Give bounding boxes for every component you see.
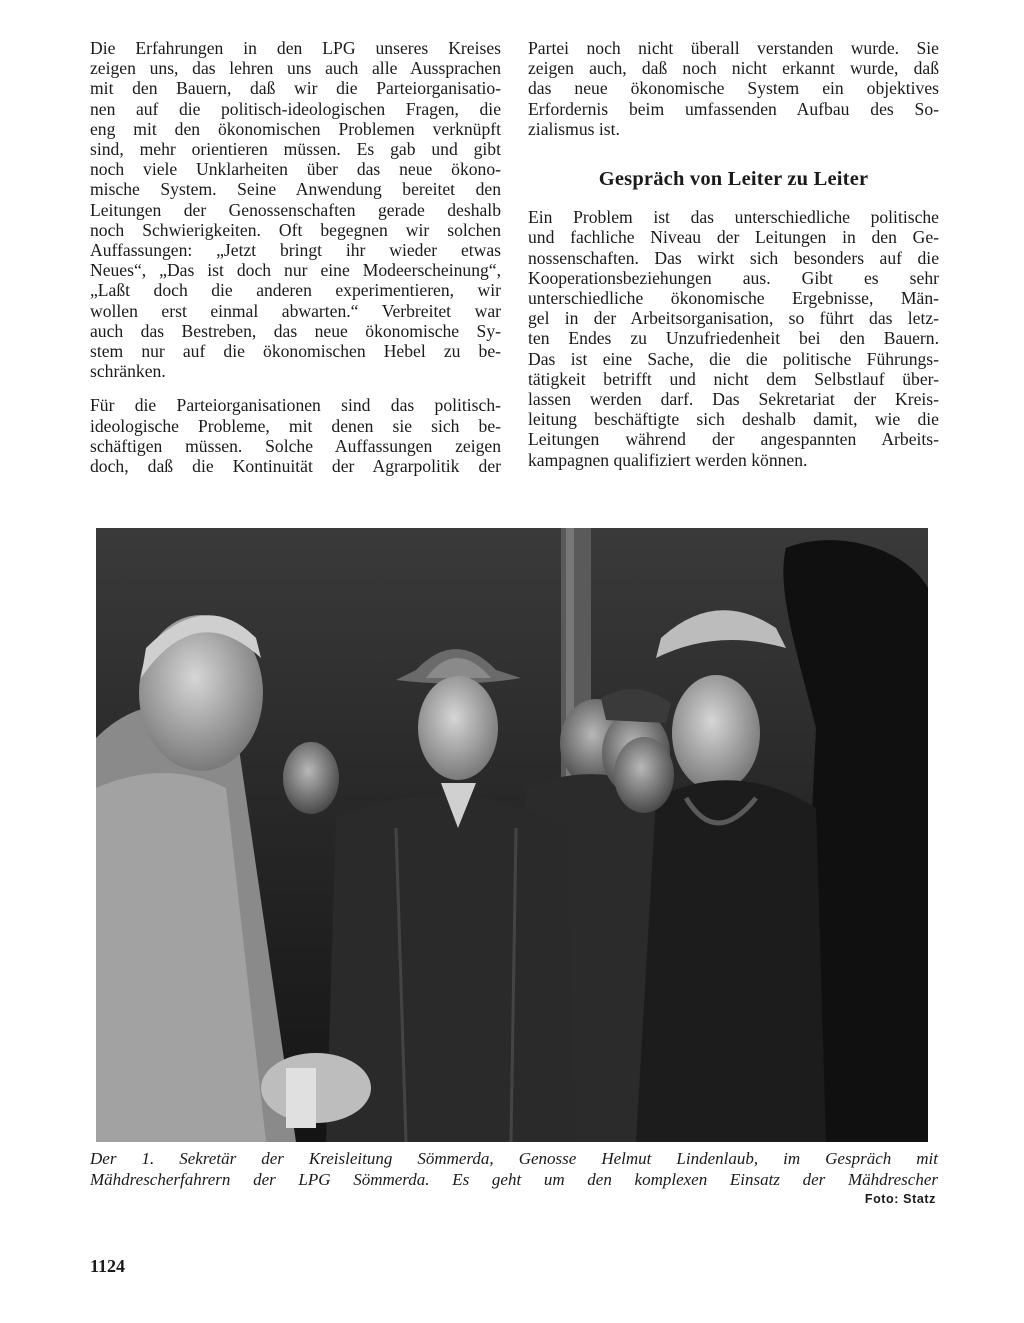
text-line: ten Endes zu Unzufriedenheit bei den Bauern. xyxy=(528,328,939,349)
text-line: Für die Parteiorganisationen sind das politisch- xyxy=(90,395,501,416)
text-line: nen auf die politisch-ideologischen Fragen, die xyxy=(90,98,501,119)
photograph-illustration xyxy=(96,528,928,1142)
text-line: mit den Bauern, daß wir die Parteiorganisatio- xyxy=(90,78,501,99)
left-column xyxy=(90,38,501,476)
text-line: noch Schwierigkeiten. Oft begegnen wir solchen xyxy=(90,219,501,240)
right-paragraph-1 xyxy=(528,38,939,139)
text-line: eng mit den ökonomischen Problemen verknüpft xyxy=(90,118,501,139)
text-line: Ein Problem ist das unterschiedliche politische xyxy=(528,207,939,228)
text-line: zeigen uns, das lehren uns auch alle Aussprachen xyxy=(90,58,501,79)
text-line: Leitungen der Genossenschaften gerade deshalb xyxy=(90,199,501,220)
text-line: gel in der Arbeitsorganisation, so führt das letz- xyxy=(528,308,939,329)
text-line: Partei noch nicht überall verstanden wurde. Sie xyxy=(528,38,939,58)
text-line: mische System. Seine Anwendung bereitet den xyxy=(90,179,501,200)
text-line: sind, mehr orientieren müssen. Es gab und gibt xyxy=(90,139,501,160)
text-line: „Laßt doch die anderen experimentieren, wir xyxy=(90,280,501,301)
text-line: Auffassungen: „Jetzt bringt ihr wieder etwas xyxy=(90,240,501,261)
text-line: ideologische Probleme, mit denen sie sich be- xyxy=(90,415,501,436)
text-line: schränken. xyxy=(90,361,166,382)
right-paragraph-2 xyxy=(528,207,939,470)
left-paragraph-2 xyxy=(90,395,501,476)
text-line: zeigen auch, daß noch nicht erkannt wurde, daß xyxy=(528,58,939,79)
text-line: Die Erfahrungen in den LPG unseres Kreises xyxy=(90,38,501,58)
page-number: 1124 xyxy=(90,1256,126,1276)
text-line: Leitungen während der angespannten Arbeits- xyxy=(528,429,939,450)
text-line: Das ist eine Sache, die die politische Führungs- xyxy=(528,348,939,369)
text-line: unterschiedliche ökonomische Ergebnisse, Män- xyxy=(528,288,939,309)
text-line: Erfordernis beim umfassenden Aufbau des So- xyxy=(528,98,939,119)
text-line: schäftigen müssen. Solche Auffassungen zeigen xyxy=(90,435,501,456)
text-line: stem nur auf die ökonomischen Hebel zu be- xyxy=(90,341,501,362)
text-line: wollen erst einmal abwarten.“ Verbreitet war xyxy=(90,300,501,321)
text-line: und fachliche Niveau der Leitungen in den Ge- xyxy=(528,227,939,248)
text-line: zialismus ist. xyxy=(528,118,620,139)
text-line: Neues“, „Das ist doch nur eine Modeerscheinung“, xyxy=(90,260,501,281)
text-line: kampagnen qualifiziert werden können. xyxy=(528,449,808,470)
left-paragraph-1 xyxy=(90,38,501,381)
text-line: lassen werden darf. Das Sekretariat der Kreis- xyxy=(528,389,939,410)
photograph xyxy=(96,528,928,1142)
photo-credit: Foto: Statz xyxy=(864,1192,936,1206)
text-line: das neue ökonomische System ein objektives xyxy=(528,78,939,99)
text-line: doch, daß die Kontinuität der Agrarpolitik der xyxy=(90,456,501,477)
caption-line-2: Mähdrescherfahrern der LPG Sömmerda. Es geht um den komplexen Einsatz der Mähdrescher xyxy=(90,1170,938,1189)
text-line: Kooperationsbeziehungen aus. Gibt es sehr xyxy=(528,267,939,288)
text-line: auch das Bestreben, das neue ökonomische Sy- xyxy=(90,320,501,341)
text-line: noch viele Unklarheiten über das neue ökono- xyxy=(90,159,501,180)
text-line: tätigkeit betrifft und nicht dem Selbstlauf über- xyxy=(528,368,939,389)
section-heading: Gespräch von Leiter zu Leiter xyxy=(598,168,869,191)
right-column xyxy=(528,38,939,470)
text-line: nossenschaften. Das wirkt sich besonders auf die xyxy=(528,247,939,268)
caption-line-1: Der 1. Sekretär der Kreisleitung Sömmerda, Genosse Helmut Lindenlaub, im Gespräch mit xyxy=(90,1149,938,1168)
text-line: leitung beschäftigte sich deshalb damit, wie die xyxy=(528,409,939,430)
